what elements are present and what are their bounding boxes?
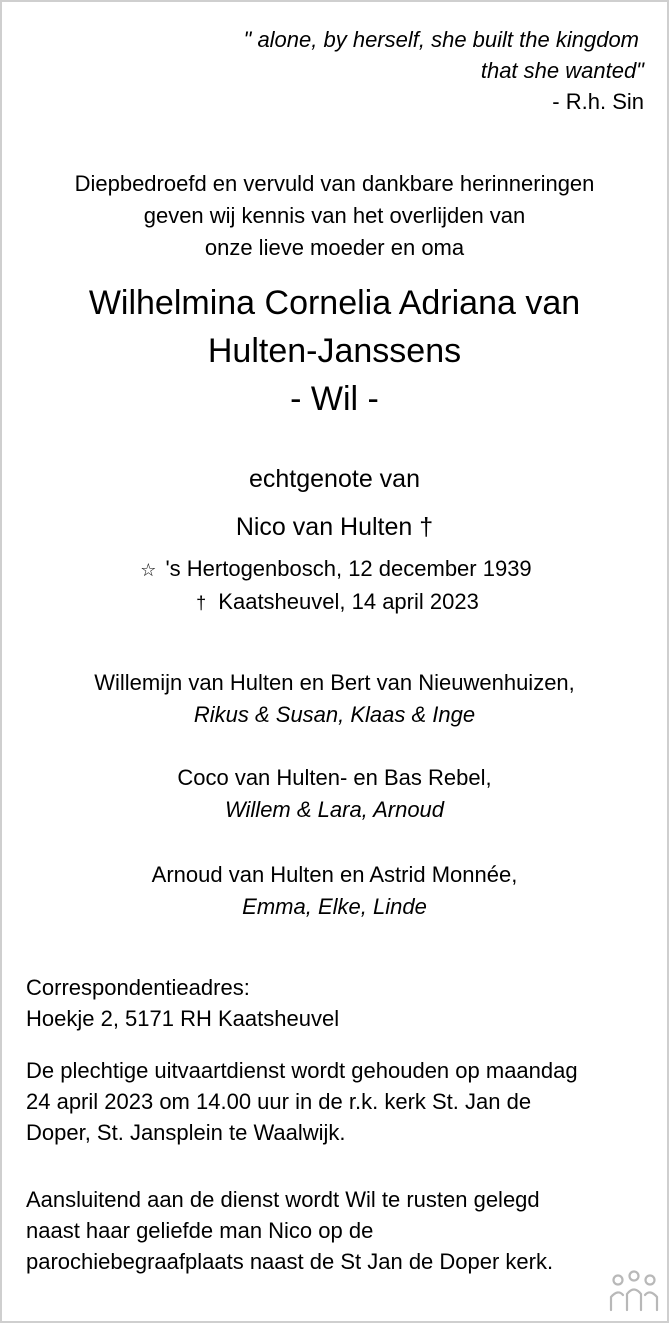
death-row (2, 586, 667, 619)
burial-line-1: Aansluitend aan de dienst wordt Wil te rusten gelegd (26, 1187, 540, 1212)
birth-row (2, 553, 667, 586)
spouse-block (2, 455, 667, 551)
deceased-name-line-1: Wilhelmina Cornelia Adriana van (88, 284, 581, 322)
spouse-name: Nico van Hulten † (235, 513, 434, 541)
deceased-name-line-2: Hulten-Janssens (207, 332, 462, 370)
family-children: Willem & Lara, Arnoud (224, 797, 445, 822)
correspondence-address (26, 972, 656, 1034)
burial-line-3: parochiebegraafplaats naast de St Jan de Doper kerk. (26, 1249, 554, 1274)
family-group-1 (2, 667, 667, 731)
cross-icon: † (196, 593, 207, 613)
family-parents: Willemijn van Hulten en Bert van Nieuwenhuizen, (94, 670, 575, 695)
burial-line-2: naast haar geliefde man Nico op de (26, 1218, 374, 1243)
quote-author: - R.h. Sin (552, 89, 644, 114)
star-icon: ☆ (140, 560, 157, 580)
family-children: Rikus & Susan, Klaas & Inge (193, 702, 476, 727)
deceased-name (2, 279, 667, 423)
address-value: Hoekje 2, 5171 RH Kaatsheuvel (26, 1006, 340, 1031)
address-label: Correspondentieadres: (26, 975, 250, 1000)
life-dates (2, 553, 667, 619)
quote (244, 24, 644, 117)
family-parents: Arnoud van Hulten en Astrid Monnée, (151, 862, 518, 887)
intro-text (2, 168, 667, 264)
birth-date: 's Hertogenbosch, 12 december 1939 (165, 556, 532, 581)
service-line-1: De plechtige uitvaartdienst wordt gehouden op maandag (26, 1058, 578, 1083)
family-children: Emma, Elke, Linde (242, 894, 427, 919)
service-line-2: 24 april 2023 om 14.00 uur in de r.k. kerk St. Jan de (26, 1089, 532, 1114)
quote-line-2: that she wanted" (480, 58, 644, 83)
spouse-label: echtgenote van (249, 465, 420, 493)
intro-line-1: Diepbedroefd en vervuld van dankbare herinneringen (74, 171, 595, 196)
deceased-nickname: - Wil - (290, 380, 379, 418)
death-date: Kaatsheuvel, 14 april 2023 (218, 589, 479, 614)
family-parents: Coco van Hulten- en Bas Rebel, (177, 765, 492, 790)
family-group-2 (2, 762, 667, 826)
people-group-icon (608, 1270, 660, 1312)
intro-line-2: geven wij kennis van het overlijden van (143, 203, 526, 228)
intro-line-3: onze lieve moeder en oma (204, 235, 465, 260)
quote-line-1: " alone, by herself, she built the kingdom (243, 27, 639, 52)
service-line-3: Doper, St. Jansplein te Waalwijk. (26, 1120, 346, 1145)
burial-text (26, 1184, 656, 1277)
funeral-service-text (26, 1055, 656, 1148)
family-group-3 (2, 859, 667, 923)
